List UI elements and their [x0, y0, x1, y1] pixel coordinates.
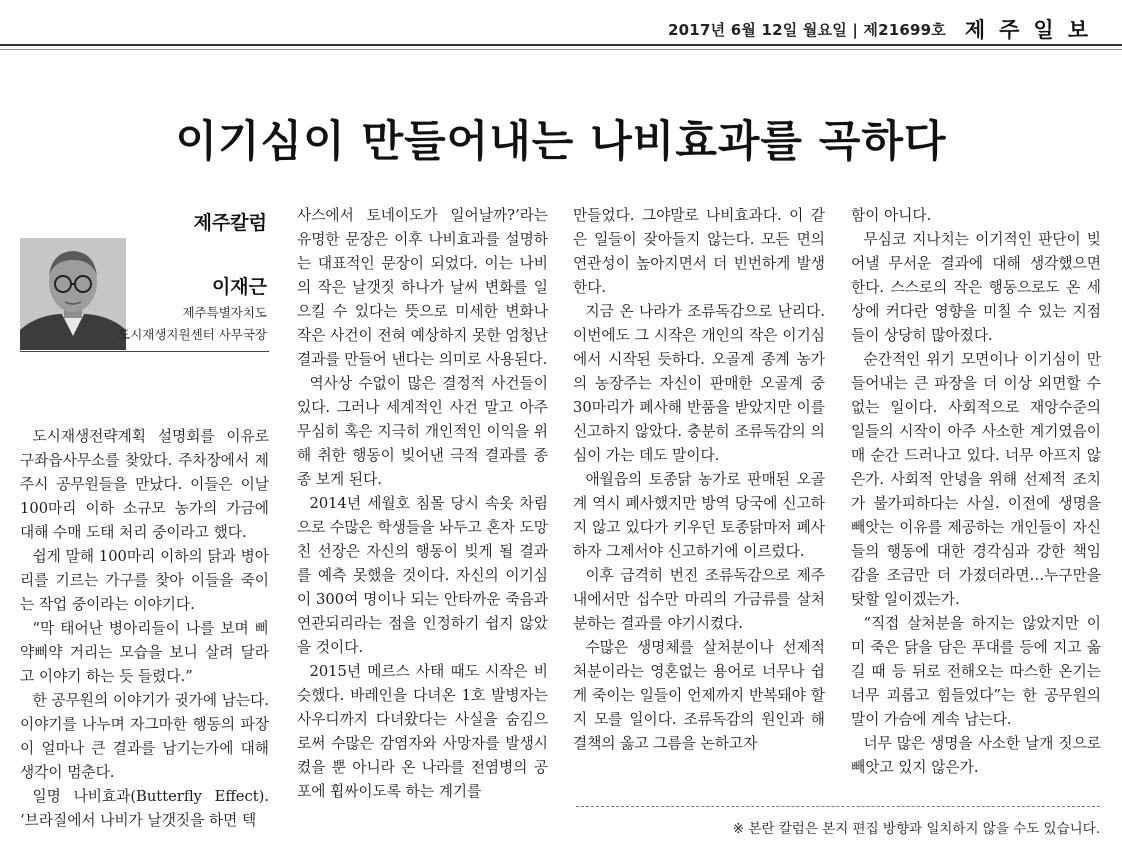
paragraph: 역사상 수없이 많은 결정적 사건들이 있다. 그러나 세계적인 사건 말고 아주 무심히 혹은 지극히 개인적인 이익을 위해 취한 행동이 빚어낸 극적 결과를 종종 보게 된다. [297, 375, 548, 488]
paragraph: 수많은 생명체를 살처분이나 선제적 처분이라는 영혼없는 용어로 너무나 쉽게 죽이는 일들이 언제까지 반복돼야 할지 모를 일이다. 조류독감의 원인과 해결책의 옳고 그름을 논하고자 [573, 639, 825, 752]
paragraph: “직접 살처분을 하지는 않았지만 이미 죽은 닭을 담은 푸대를 등에 지고 옮길 때 등 뒤로 전해오는 따스한 온기는 너무 괴롭고 힘들었다”는 한 공무원의 말이 가슴에 계속 남는다. [851, 615, 1101, 728]
paragraph: 무심코 지나치는 이기적인 판단이 빚어낼 무서운 결과에 대해 생각했으면 한다. 스스로의 작은 행동으로도 온 세상에 커다란 영향을 미칠 수 있는 지점들이 상당히 많아졌다. [851, 231, 1101, 344]
paragraph: 일명 나비효과(Butterfly Effect). ‘브라질에서 나비가 날갯짓을 하면 텍 [20, 788, 269, 829]
article-column-2 [297, 204, 548, 804]
footer-divider [576, 806, 1100, 807]
newspaper-name: 제주일보 [964, 18, 1102, 42]
paragraph: 지금 온 나라가 조류독감으로 난리다. 이번에도 그 시작은 개인의 작은 이기심에서 시작된 듯하다. 오골계 종계 농가의 농장주는 자신이 판매한 오골계 중 30마리가 폐사해 반품을 받았지만 이를 신고하지 않았다. 충분히 조류독감의 의심이 가는 데도 말이다. [573, 303, 825, 464]
paragraph: 순간적인 위기 모면이나 이기심이 만들어내는 큰 파장을 더 이상 외면할 수 없는 일이다. 사회적으로 재앙수준의 일들의 시작이 아주 사소한 계기였음이 매 순간 드러나고 있다. 너무 아프지 않은가. 사회적 안녕을 위해 선제적 조치가 불가피하다는 사실. 이전에 생명을 빼앗는 이유를 제공하는 개인들이 자신들의 행동에 대한 경각심과 강한 책임감을 조금만 더 가졌더라면…누구만을 탓할 일이겠는가. [851, 351, 1101, 608]
author-photo [20, 238, 126, 350]
paragraph: 너무 많은 생명을 사소한 날개 짓으로 빼앗고 있지 않은가. [851, 735, 1101, 776]
editorial-disclaimer: ※ 본란 칼럼은 본지 편집 방향과 일치하지 않을 수도 있습니다. [732, 821, 1100, 837]
byline-box [20, 204, 269, 352]
article-column-4 [851, 204, 1101, 780]
paragraph: 한 공무원의 이야기가 귓가에 남는다. 이야기를 나누며 자그마한 행동의 파장이 얼마나 큰 결과를 남기는가에 대해 생각이 멈춘다. [20, 692, 269, 781]
author-position: 도시재생지원센터 사무국장 [118, 327, 267, 342]
column-name: 제주칼럼 [193, 212, 267, 234]
article-headline: 이기심이 만들어내는 나비효과를 곡하다 [175, 117, 947, 167]
paragraph: 이후 급격히 번진 조류독감으로 제주 내에서만 십수만 마리의 가금류를 살처분하는 결과를 야기시켰다. [573, 567, 825, 632]
paragraph: 2015년 메르스 사태 때도 시작은 비슷했다. 바레인을 다녀온 1호 발병자는 사우디까지 다녀왔다는 사실을 숨김으로써 수많은 감염자와 사망자를 발생시켰을 뿐 아니라 온 나라를 전염병의 공포에 휩싸이도록 하는 계기를 [297, 663, 548, 800]
paragraph: 사스에서 토네이도가 일어날까?’라는 유명한 문장은 이후 나비효과를 설명하는 대표적인 문장이 되었다. 이는 나비의 작은 날갯짓 하나가 날씨 변화를 일으킬 수 있다는 뜻으로 미세한 변화나 작은 사건이 전혀 예상하지 못한 엄청난 결과를 만들어 낸다는 의미로 사용된다. [297, 207, 548, 368]
article-column-1 [20, 425, 269, 833]
paragraph: 만들었다. 그야말로 나비효과다. 이 같은 일들이 잦아들지 않는다. 모든 면의 연관성이 높아지면서 더 빈번하게 발생한다. [573, 207, 825, 296]
author-portrait-image [20, 238, 126, 350]
page-header [0, 0, 1122, 46]
paragraph: 도시재생전략계획 설명회를 이유로 구좌읍사무소를 찾았다. 주차장에서 제주시 공무원들을 만났다. 이들은 이날 100마리 이하 소규모 농가의 가금에 대해 수매 도태 처리 중이라고 했다. [20, 428, 269, 541]
paragraph: 애월읍의 토종닭 농가로 판매된 오골계 역시 폐사했지만 방역 당국에 신고하지 않고 있다가 키우던 토종닭마저 폐사하자 그제서야 신고하기에 이르렀다. [573, 471, 825, 560]
issue-date-line: 2017년 6월 12일 월요일 | 제21699호 [668, 21, 946, 39]
paragraph: 쉽게 말해 100마리 이하의 닭과 병아리를 기르는 가구를 찾아 이들을 죽이는 작업 중이라는 이야기다. [20, 548, 269, 613]
paragraph: 2014년 세월호 침몰 당시 속옷 차림으로 수많은 학생들을 놔두고 혼자 도망친 선장은 자신의 행동이 빚게 될 결과를 예측 못했을 것이다. 자신의 이기심이 300여 명이나 되는 안타까운 죽음과 연관되리라는 점을 인정하기 쉽지 않았을 것이다. [297, 495, 548, 656]
author-organization: 제주특별자치도 [182, 305, 267, 320]
paragraph: “막 태어난 병아리들이 나를 보며 삐약삐약 거리는 모습을 보니 살려 달라고 이야기 하는 듯 들렸다.” [20, 620, 269, 685]
paragraph: 함이 아니다. [851, 207, 932, 224]
author-name: 이재근 [211, 276, 267, 298]
article-column-3 [573, 204, 825, 756]
header-rule-thin [0, 49, 1122, 50]
header-rule [0, 44, 1122, 46]
